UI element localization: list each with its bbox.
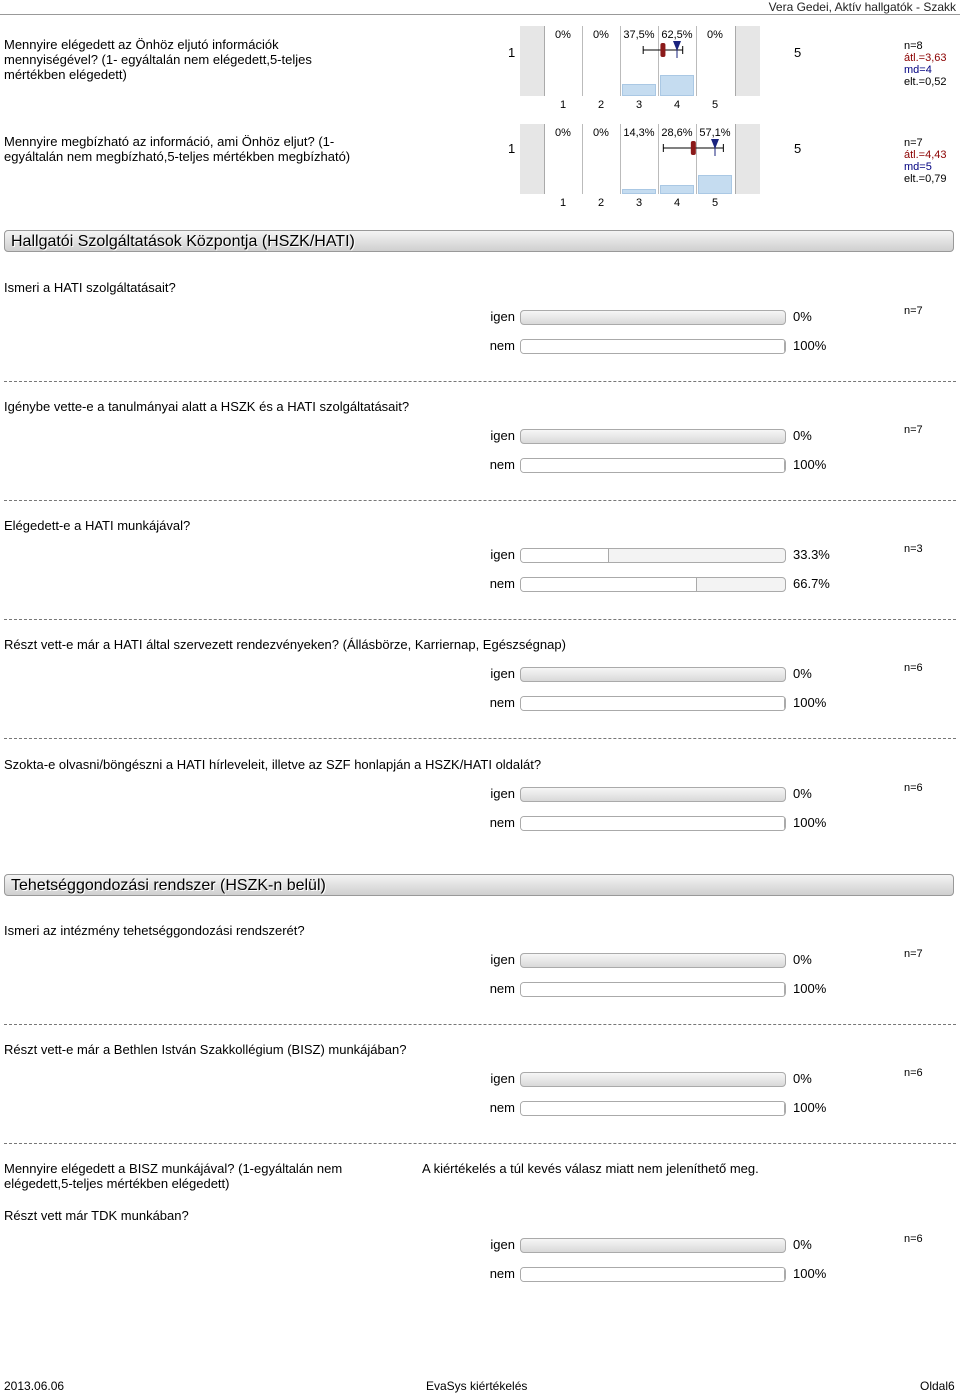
histogram-percent-label: 37,5% — [623, 29, 655, 41]
option-bar-fill — [521, 340, 785, 353]
histogram-stat-markers — [520, 26, 760, 96]
option-label: nem — [489, 576, 515, 591]
option-bar — [520, 1072, 786, 1087]
question-separator — [4, 1024, 956, 1025]
question-separator — [4, 381, 956, 382]
stat-sd: elt.=0,79 — [904, 173, 947, 185]
option-label: igen — [490, 547, 515, 562]
option-bar — [520, 953, 786, 968]
histogram-scale-label: 4 — [674, 197, 681, 209]
footer-page: Oldal6 — [920, 1379, 955, 1393]
histogram-scale-label: 4 — [674, 99, 681, 111]
option-bar — [520, 339, 786, 354]
question-separator — [4, 738, 956, 739]
histogram-percent-label: 0% — [593, 29, 609, 41]
option-percent: 0% — [793, 309, 812, 324]
footer-date: 2013.06.06 — [4, 1379, 65, 1393]
section-header-tehetseggondozas — [4, 874, 954, 896]
histogram-scale-label: 3 — [636, 99, 643, 111]
yesno-n-count: n=7 — [904, 424, 923, 436]
option-percent: 66.7% — [793, 576, 830, 591]
stat-n: n=8 — [904, 40, 923, 52]
option-percent: 100% — [793, 1266, 827, 1281]
yesno-question-text: Szokta-e olvasni/böngészni a HATI hírleveleit, illetve az SZF honlapján a HSZK/HATI oldalát? — [4, 757, 542, 772]
option-bar-fill — [521, 983, 785, 996]
option-percent: 33.3% — [793, 547, 830, 562]
question-separator — [4, 1143, 956, 1144]
histogram-percent-label: 0% — [593, 127, 609, 139]
histogram-percent-label: 62,5% — [661, 29, 693, 41]
bisz-question-note: A kiértékelés a túl kevés válasz miatt nem jeleníthető meg. — [422, 1161, 759, 1176]
option-percent: 100% — [793, 1100, 827, 1115]
histogram-scale-label: 1 — [560, 197, 567, 209]
option-label: nem — [489, 695, 515, 710]
histogram-stat-markers — [520, 124, 760, 194]
stat-n: n=7 — [904, 137, 923, 149]
histogram-scale-label: 5 — [712, 197, 719, 209]
option-label: nem — [489, 338, 515, 353]
option-bar-fill — [521, 1268, 785, 1281]
option-percent: 100% — [793, 981, 827, 996]
option-label: igen — [490, 428, 515, 443]
option-percent: 100% — [793, 457, 827, 472]
option-bar-fill — [521, 549, 609, 562]
option-label: igen — [490, 952, 515, 967]
stat-median: md=5 — [904, 161, 932, 173]
option-bar-fill — [521, 459, 785, 472]
yesno-question-text: Részt vett-e már a Bethlen István Szakkollégium (BISZ) munkájában? — [4, 1042, 407, 1057]
question-separator — [4, 500, 956, 501]
option-bar — [520, 816, 786, 831]
histogram-percent-label: 0% — [555, 127, 571, 139]
yesno-question-text: Elégedett-e a HATI munkájával? — [4, 518, 191, 533]
option-bar — [520, 696, 786, 711]
scale-question-2-right-pole: 5 — [794, 141, 802, 156]
scale-question-2-text: Mennyire megbízható az információ, ami Önhöz eljut? (1- egyáltalán nem megbízható,5-teljes mértékben megbízható) — [4, 134, 351, 164]
option-percent: 0% — [793, 1237, 812, 1252]
option-percent: 100% — [793, 338, 827, 353]
scale-question-2-left-pole: 1 — [508, 141, 516, 156]
option-label: igen — [490, 666, 515, 681]
option-bar-fill — [521, 578, 697, 591]
histogram-scale-label: 2 — [598, 197, 605, 209]
option-percent: 0% — [793, 952, 812, 967]
scale-question-2-histogram — [520, 124, 760, 209]
option-bar — [520, 667, 786, 682]
histogram-scale-label: 2 — [598, 99, 605, 111]
histogram-scale-label: 3 — [636, 197, 643, 209]
scale-question-1-left-pole: 1 — [508, 45, 516, 60]
mean-marker — [660, 43, 665, 57]
yesno-n-count: n=6 — [904, 1233, 923, 1245]
question-separator — [4, 619, 956, 620]
section-header-hszk-hati — [4, 230, 954, 252]
option-label: nem — [489, 1100, 515, 1115]
histogram-percent-label: 0% — [555, 29, 571, 41]
histogram-percent-label: 0% — [707, 29, 723, 41]
mean-marker — [691, 141, 696, 155]
option-percent: 100% — [793, 695, 827, 710]
option-bar-fill — [521, 1102, 785, 1115]
yesno-n-count: n=7 — [904, 305, 923, 317]
option-label: igen — [490, 309, 515, 324]
histogram-percent-label: 14,3% — [623, 127, 655, 139]
yesno-question-text: Ismeri az intézmény tehetséggondozási rendszerét? — [4, 923, 305, 938]
option-bar — [520, 429, 786, 444]
histogram-percent-label: 28,6% — [661, 127, 693, 139]
option-label: nem — [489, 815, 515, 830]
stat-mean: átl.=3,63 — [904, 52, 947, 64]
option-bar — [520, 982, 786, 997]
histogram-percent-label: 57,1% — [699, 127, 731, 139]
histogram-scale-label: 1 — [560, 99, 567, 111]
option-percent: 100% — [793, 815, 827, 830]
option-bar — [520, 548, 786, 563]
option-bar — [520, 787, 786, 802]
option-bar-fill — [521, 697, 785, 710]
stat-sd: elt.=0,52 — [904, 76, 947, 88]
yesno-question-text: Részt vett már TDK munkában? — [4, 1208, 189, 1223]
option-percent: 0% — [793, 666, 812, 681]
page-header-title: Vera Gedei, Aktív hallgatók - Szakk — [768, 0, 956, 14]
option-bar — [520, 1101, 786, 1116]
stat-median: md=4 — [904, 64, 932, 76]
option-bar — [520, 458, 786, 473]
yesno-n-count: n=6 — [904, 1067, 923, 1079]
footer-center: EvaSys kiértékelés — [426, 1379, 528, 1393]
section-title: Hallgatói Szolgáltatások Központja (HSZK/HATI) — [11, 233, 355, 250]
yesno-question-text: Igénybe vette-e a tanulmányai alatt a HSZK és a HATI szolgáltatásait? — [4, 399, 410, 414]
option-percent: 0% — [793, 1071, 812, 1086]
yesno-n-count: n=3 — [904, 543, 923, 555]
scale-question-1-histogram — [520, 26, 760, 111]
option-label: igen — [490, 786, 515, 801]
option-bar — [520, 310, 786, 325]
option-bar — [520, 577, 786, 592]
histogram-scale-label: 5 — [712, 99, 719, 111]
yesno-n-count: n=7 — [904, 948, 923, 960]
scale-question-2-stats — [904, 137, 947, 185]
option-label: igen — [490, 1071, 515, 1086]
option-label: nem — [489, 1266, 515, 1281]
option-label: nem — [489, 457, 515, 472]
stat-mean: átl.=4,43 — [904, 149, 947, 161]
option-percent: 0% — [793, 428, 812, 443]
bisz-question-text: Mennyire elégedett a BISZ munkájával? (1-egyáltalán nem elégedett,5-teljes mértékben elégedett) — [4, 1161, 343, 1191]
section-title: Tehetséggondozási rendszer (HSZK-n belül) — [11, 877, 326, 894]
option-bar — [520, 1238, 786, 1253]
yesno-question-text: Ismeri a HATI szolgáltatásait? — [4, 280, 176, 295]
option-label: nem — [489, 981, 515, 996]
option-label: igen — [490, 1237, 515, 1252]
option-bar-fill — [521, 817, 785, 830]
header-divider — [0, 14, 960, 15]
option-bar — [520, 1267, 786, 1282]
scale-question-1-stats — [904, 40, 947, 88]
yesno-n-count: n=6 — [904, 782, 923, 794]
yesno-question-text: Részt vett-e már a HATI által szervezett rendezvényeken? (Állásbörze, Karriernap, Egészségnap) — [4, 637, 566, 652]
yesno-n-count: n=6 — [904, 662, 923, 674]
scale-question-1-text: Mennyire elégedett az Önhöz eljutó információk mennyiségével? (1- egyáltalán nem elégedett,5-teljes mértékben elégedett) — [4, 37, 312, 82]
option-percent: 0% — [793, 786, 812, 801]
scale-question-1-right-pole: 5 — [794, 45, 802, 60]
